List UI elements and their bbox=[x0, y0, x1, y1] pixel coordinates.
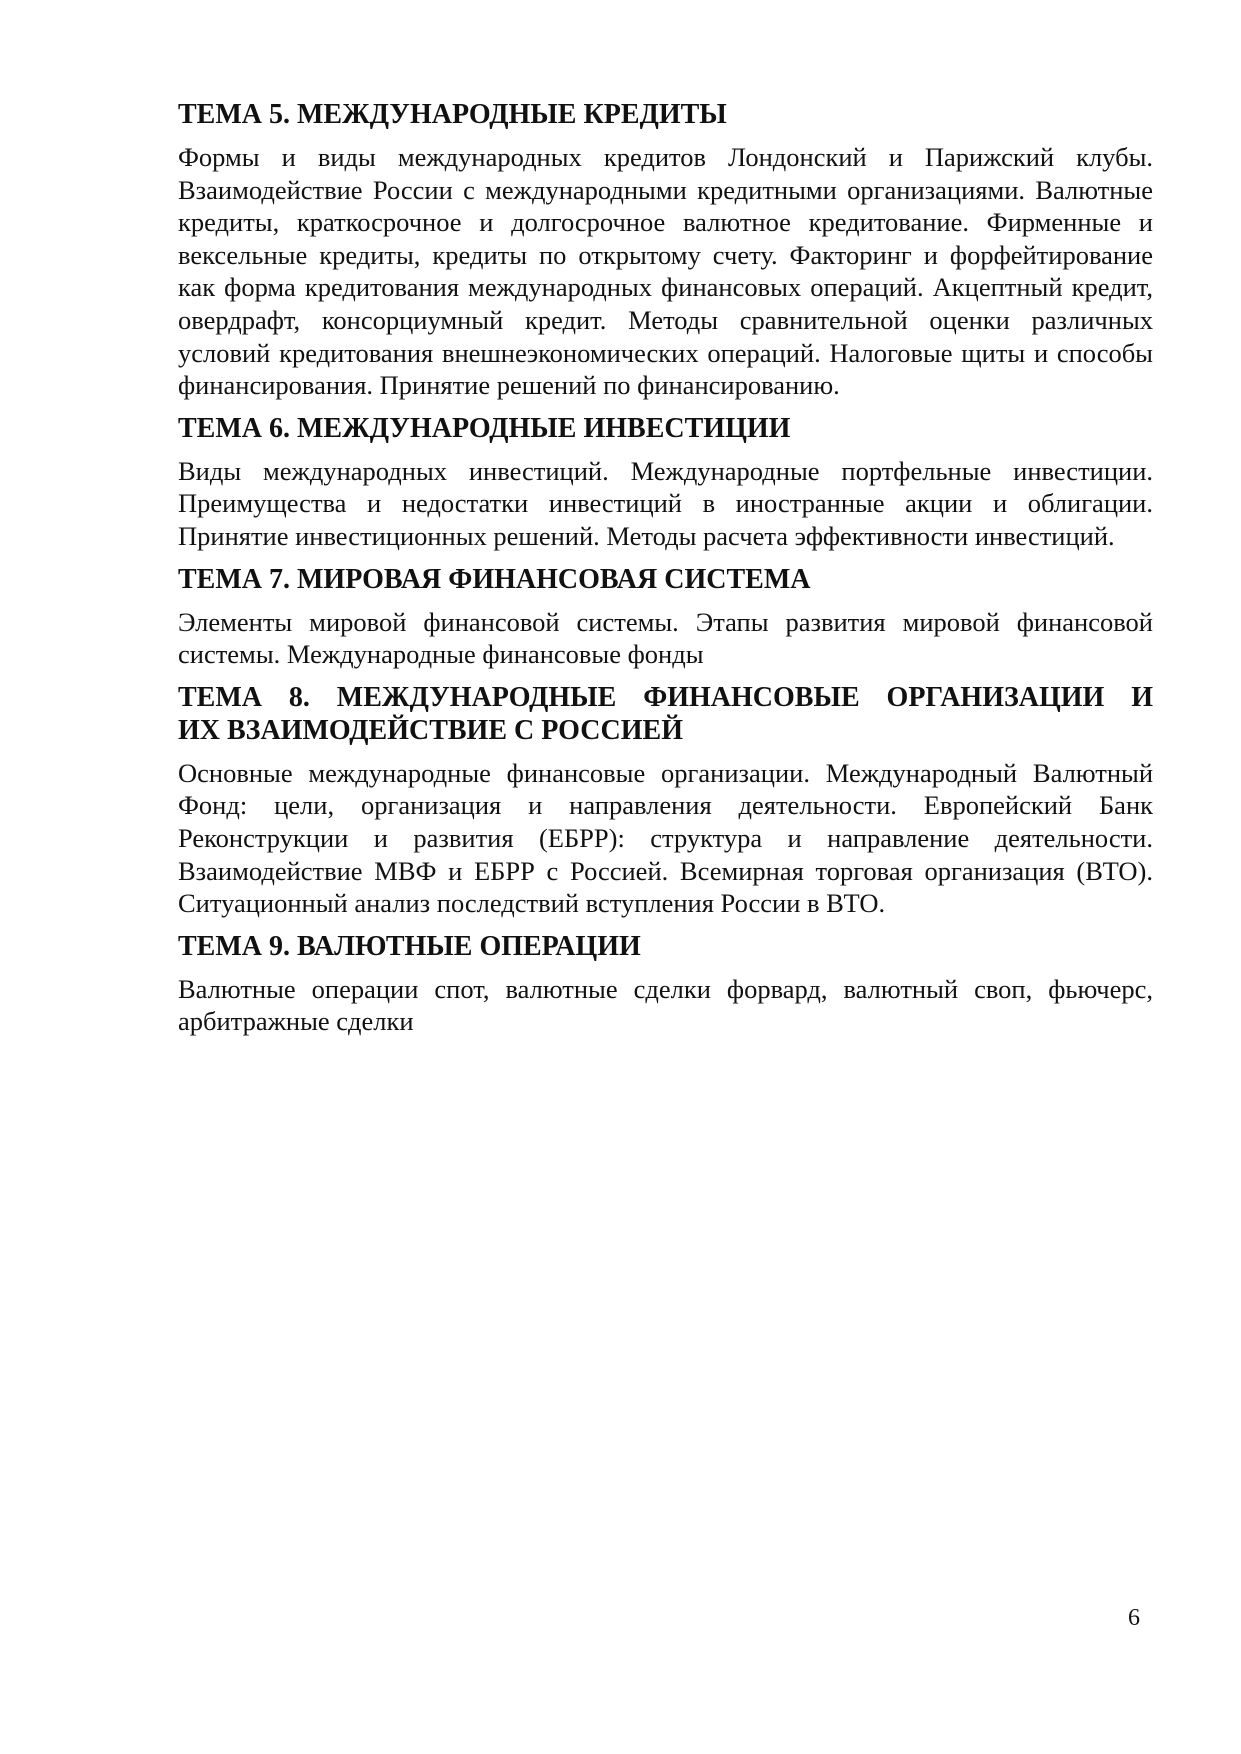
section-body: Валютные операции спот, валютные сделки форвард, валютный своп, фьючерс, арбитражные сделки bbox=[178, 973, 1153, 1037]
section-tema-8 bbox=[178, 681, 1153, 920]
section-body: Элементы мировой финансовой системы. Этапы развития мировой финансовой системы. Международные финансовые фонды bbox=[178, 606, 1153, 670]
section-body: Основные международные финансовые организации. Международный Валютный Фонд: цели, организация и направления деятельности. Европейский Банк Реконструкции и развития (ЕБРР): структура и направление деятельности. Взаимодействие МВФ и ЕБРР с Россией. Всемирная торговая организация (ВТО). Ситуационный анализ последствий вступления России в ВТО. bbox=[178, 757, 1153, 919]
section-tema-9 bbox=[178, 930, 1153, 1038]
section-tema-5 bbox=[178, 98, 1153, 402]
section-heading: ТЕМА 5. МЕЖДУНАРОДНЫЕ КРЕДИТЫ bbox=[178, 99, 727, 130]
section-heading-line-1: ТЕМА 8. МЕЖДУНАРОДНЫЕ ФИНАНСОВЫЕ ОРГАНИЗАЦИИ И bbox=[178, 681, 1153, 713]
section-heading-line-2: ИХ ВЗАИМОДЕЙСТВИЕ С РОССИЕЙ bbox=[178, 714, 683, 746]
section-heading: ТЕМА 7. МИРОВАЯ ФИНАНСОВАЯ СИСТЕМА bbox=[178, 563, 811, 595]
section-tema-6 bbox=[178, 412, 1153, 553]
section-tema-7 bbox=[178, 563, 1153, 671]
section-heading: ТЕМА 6. МЕЖДУНАРОДНЫЕ ИНВЕСТИЦИИ bbox=[178, 412, 791, 444]
section-body: Виды международных инвестиций. Международные портфельные инвестиции. Преимущества и недостатки инвестиций в иностранные акции и облигации. Принятие инвестиционных решений. Методы расчета эффективности инвестиций. bbox=[178, 455, 1153, 551]
page-number: 6 bbox=[1128, 1605, 1140, 1631]
section-heading: ТЕМА 9. ВАЛЮТНЫЕ ОПЕРАЦИИ bbox=[178, 930, 641, 962]
section-heading bbox=[178, 681, 1153, 747]
section-body: Формы и виды международных кредитов Лондонский и Парижский клубы. Взаимодействие России с международными кредитными организациями. Валютные кредиты, краткосрочное и долгосрочное валютное кредитование. Фирменные и вексельные кредиты, кредиты по открытому счету. Факторинг и форфейтирование как форма кредитования международных финансовых операций. Акцептный кредит, овердрафт, консорциумный кредит. Методы сравнительной оценки различных условий кредитования внешнеэкономических операций. Налоговые щиты и способы финансирования. Принятие решений по финансированию. bbox=[178, 142, 1153, 401]
document-page bbox=[178, 98, 1153, 1048]
